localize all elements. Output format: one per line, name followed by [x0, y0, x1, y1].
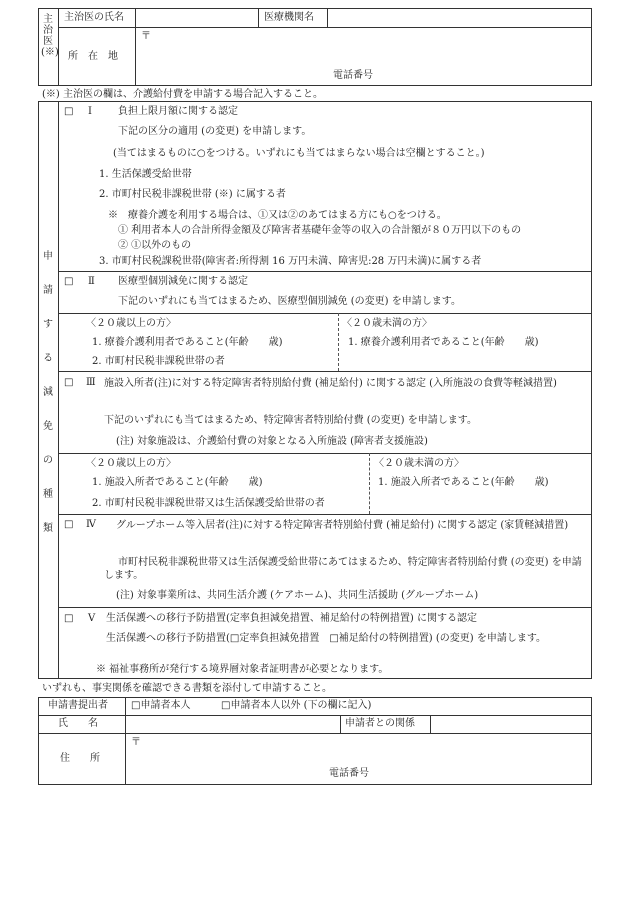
s4-title: グループホーム等入居者(注)に対する特定障害者特別給付費 (補足給付) に関する認定 (家賃軽減措置) — [116, 520, 569, 531]
s2-number: Ⅱ — [88, 276, 95, 287]
doctor-name-label: 主治医の氏名 — [64, 12, 124, 23]
s2-left1[interactable]: 1. 療養介護利用者であること(年齢 歳) — [92, 337, 283, 348]
s1-sub2[interactable]: ② ①以外のもの — [118, 240, 192, 251]
s1-line1: 下記の区分の適用 (の変更) を申請します。 — [118, 126, 312, 137]
footer-note: いずれも、事実関係を確認できる書類を添付して申請すること。 — [42, 683, 332, 694]
s2-right1[interactable]: 1. 療養介護利用者であること(年齢 歳) — [348, 337, 539, 348]
submitter-self-option[interactable]: □申請者本人 — [131, 700, 191, 711]
s3-right-head: 〈２０歳未満の方〉 — [374, 458, 464, 469]
doctor-side-label: 主治医(※) — [41, 14, 59, 58]
submitter-other-option[interactable]: □申請者本人以外 (下の欄に記入) — [221, 700, 372, 711]
doctor-postal-mark: 〒 — [141, 31, 151, 42]
applicant-address-label: 住 所 — [60, 753, 100, 764]
s1-item2[interactable]: 2. 市町村民税非課税世帯 (※) に属する者 — [99, 189, 286, 200]
s5-title: 生活保護への移行予防措置(定率負担減免措置、補足給付の特例措置) に関する認定 — [106, 613, 477, 624]
s3-line1: 下記のいずれにも当てはまるため、特定障害者特別給付費 (の変更) を申請します。 — [104, 415, 477, 426]
s2-left2[interactable]: 2. 市町村民税非課税世帯の者 — [92, 356, 225, 367]
s3-right1[interactable]: 1. 施設入所者であること(年齢 歳) — [378, 477, 549, 488]
s1-sub1[interactable]: ① 利用者本人の合計所得金額及び障害者基礎年金等の収入の合計額が８０万円以下のもの — [118, 225, 522, 236]
submitter-label: 申請書提出者 — [48, 700, 108, 711]
s1-number: Ⅰ — [88, 106, 92, 117]
s3-left-head: 〈２０歳以上の方〉 — [86, 458, 176, 469]
s1-title: 負担上限月額に関する認定 — [118, 106, 238, 117]
applicant-phone-label: 電話番号 — [329, 768, 369, 779]
s5-note: ※ 福祉事務所が発行する境界層対象者証明書が必要となります。 — [96, 664, 389, 675]
s3-left1[interactable]: 1. 施設入所者であること(年齢 歳) — [92, 477, 263, 488]
s1-item3[interactable]: 3. 市町村民税課税世帯(障害者:所得割 16 万円未満、障害児:28 万円未満)に属する者 — [99, 256, 482, 267]
s4-number: Ⅳ — [86, 519, 96, 530]
s2-left-head: 〈２０歳以上の方〉 — [86, 318, 176, 329]
s3-checkbox[interactable]: □ — [64, 377, 74, 388]
s3-title: 施設入所者(注)に対する特定障害者特別給付費 (補足給付) に関する認定 (入所施設の食費等軽減措置) — [104, 378, 557, 389]
s3-left2[interactable]: 2. 市町村民税非課税世帯又は生活保護受給世帯の者 — [92, 498, 325, 509]
s1-line2: (当てはまるものに○をつける。いずれにも当てはまらない場合は空欄とすること。) — [113, 148, 485, 159]
s3-line2: (注) 対象施設は、介護給付費の対象となる入所施設 (障害者支援施設) — [116, 436, 428, 447]
s4-line1: 市町村民税非課税世帯又は生活保護受給世帯にあてはまるため、特定障害者特別給付費 (の変更) を申請します。 — [104, 557, 582, 581]
s5-checkbox[interactable]: □ — [64, 613, 74, 624]
s2-title: 医療型個別減免に関する認定 — [118, 276, 248, 287]
s2-checkbox[interactable]: □ — [64, 276, 74, 287]
s4-line2: (注) 対象事業所は、共同生活介護 (ケアホーム)、共同生活援助 (グループホーム) — [116, 590, 479, 601]
s4-checkbox[interactable]: □ — [64, 519, 74, 530]
doctor-note: (※) 主治医の欄は、介護給付費を申請する場合記入すること。 — [42, 89, 323, 100]
doctor-address-label: 所 在 地 — [68, 51, 118, 62]
applicant-name-label: 氏 名 — [58, 718, 98, 729]
applicant-name-field[interactable] — [127, 716, 339, 732]
relation-field[interactable] — [432, 716, 590, 732]
institution-field[interactable] — [329, 9, 591, 26]
s5-line1: 生活保護への移行予防措置(□定率負担減免措置 □補足給付の特例措置) (の変更) を申請します。 — [106, 633, 547, 644]
s2-right-head: 〈２０歳未満の方〉 — [342, 318, 432, 329]
s1-note: ※ 療養介護を利用する場合は、①又は②のあてはまる方にも○をつける。 — [108, 210, 447, 221]
s2-line1: 下記のいずれにも当てはまるため、医療型個別減免 (の変更) を申請します。 — [118, 296, 461, 307]
s1-item1[interactable]: 1. 生活保護受給世帯 — [99, 169, 192, 180]
doctor-name-field[interactable] — [137, 9, 257, 26]
relation-label: 申請者との関係 — [345, 718, 415, 729]
applicant-postal-mark: 〒 — [131, 737, 141, 748]
s1-checkbox[interactable]: □ — [64, 106, 74, 117]
s3-number: Ⅲ — [86, 377, 96, 388]
institution-label: 医療機関名 — [264, 12, 314, 23]
doctor-phone-label: 電話番号 — [333, 70, 373, 81]
s5-number: Ⅴ — [88, 613, 96, 624]
